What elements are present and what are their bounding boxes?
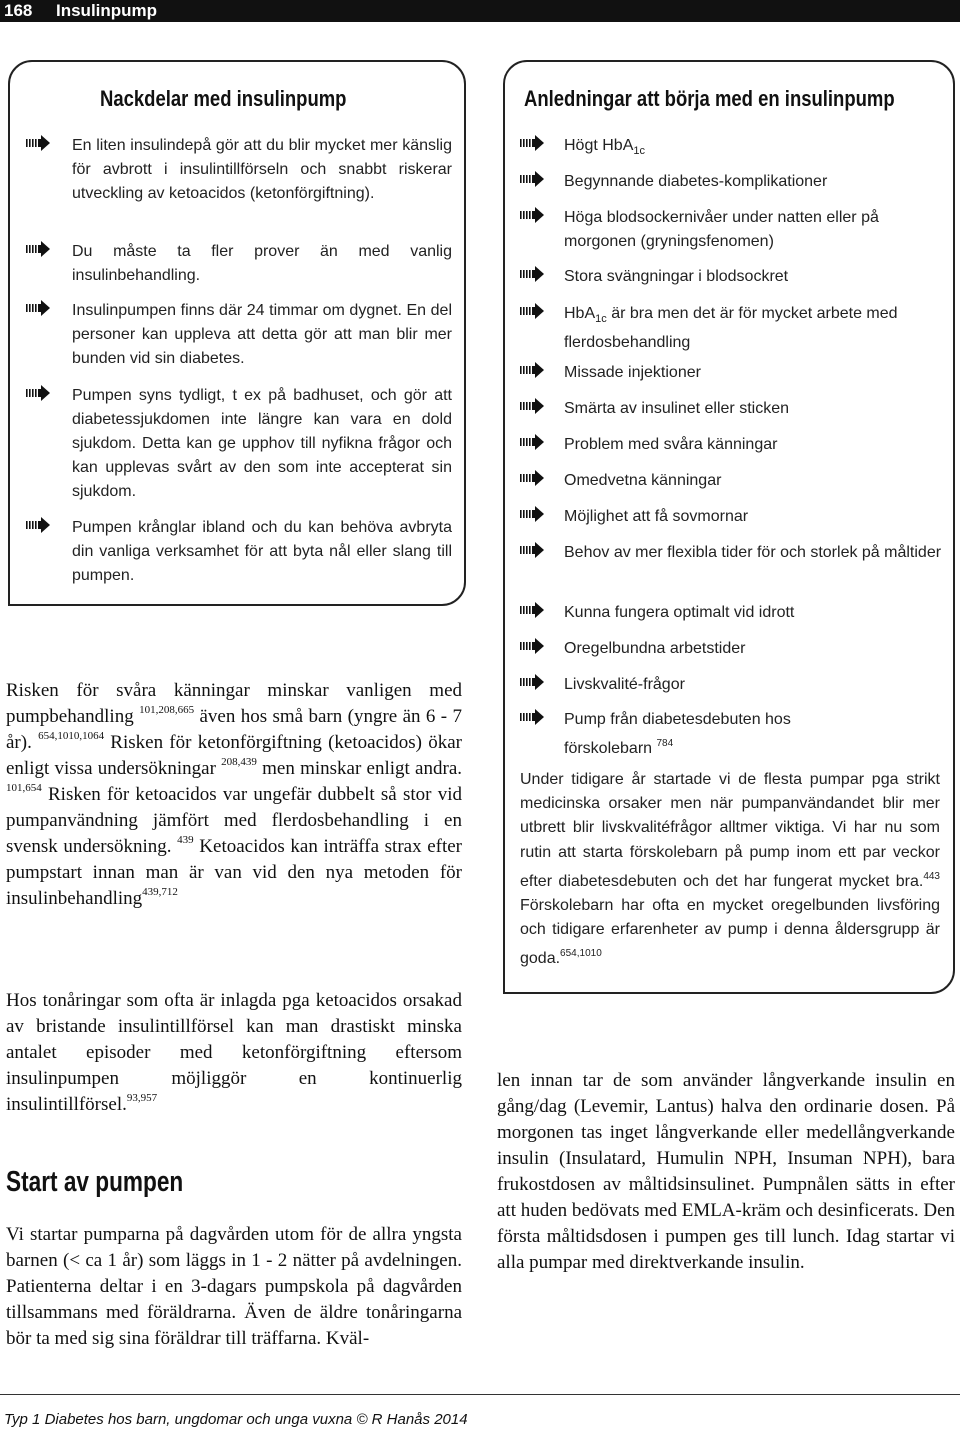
arrow-bullet-icon xyxy=(520,303,544,319)
arrow-bullet-icon xyxy=(520,506,544,522)
running-title: Insulinpump xyxy=(56,1,158,20)
list-item-text: Kunna fungera optimalt vid idrott xyxy=(564,604,795,621)
list-item-text: Missade injektioner xyxy=(564,364,701,381)
list-item-text: Smärta av insulinet eller sticken xyxy=(564,400,789,417)
disadvantages-title: Nackdelar med insulinpump xyxy=(100,86,347,111)
arrow-bullet-icon xyxy=(520,362,544,378)
arrow-bullet-icon xyxy=(520,674,544,690)
arrow-bullet-icon xyxy=(26,135,50,151)
list-item-text: Behov av mer flexibla tider för och storlek på måltider xyxy=(564,544,942,561)
reasons-paragraph: Under tidigare år startade vi de flesta pumpar pga strikt medicinska orsaker men när pumpanvändandet blir mer utbrett blir livskvalitéfrågor alltmer viktiga. Vi har nu som rutin att starta förskolebarn på pump inom ett par veckor efter diabetesdebuten och det har fungerat mycket bra.$^{443}$ Förskolebarn har ofta en mycket oregelbunden livsföring och tidigare erfarenheter av pump i denna åldersgrupp är goda.$^{654,1010}$ xyxy=(520,771,940,968)
list-item-text: Stora svängningar i blodsockret xyxy=(564,268,789,285)
list-item-text: Problem med svåra känningar xyxy=(564,436,778,453)
arrow-bullet-icon xyxy=(520,542,544,558)
list-item-text: Livskvalité-frågor xyxy=(564,676,685,693)
body-paragraph: Vi startar pumparna på dagvården utom för de allra yngsta barnen (< ca 1 år) som läggs in 1 - 2 nätter på avdelningen. Patienterna deltar i en 3-dagars pumpskola på dagvården tillsammans med föräldrarna. Även de äldre tonåringarna bör ta med sig sina föräldrar till träffarna. Kväl- xyxy=(6,1224,462,1349)
arrow-bullet-icon xyxy=(520,470,544,486)
list-item-text: Oregelbundna arbetstider xyxy=(564,640,746,657)
section-heading: Start av pumpen xyxy=(6,1166,184,1198)
reasons-title: Anledningar att börja med en insulinpump xyxy=(524,86,895,111)
footer-divider xyxy=(0,1394,960,1395)
arrow-bullet-icon xyxy=(520,602,544,618)
footer: Typ 1 Diabetes hos barn, ungdomar och unga vuxna © R Hanås 2014 xyxy=(4,1411,468,1428)
list-item-text: Omedvetna känningar xyxy=(564,472,722,489)
body-paragraph: Risken för svåra känningar minskar vanligen med pumpbehandling $^{101,208,665}$ även hos små barn (yngre än 6 - 7 år). $^{654,1010,1064}$ Risken för ketonförgiftning (ketoacidos) ökar enligt vissa undersökningar $^{208,439}$ men minskar enligt andra. $^{101,654}$ Risken för ketoacidos var ungefär dubbelt så stor vid pumpanvändning jämfört med flerdosbehandling i en svensk undersökning. $^{439}$ Ketoacidos kan inträffa strax efter pumpstart innan man är van vid den nya metoden för insulinbehandling$^{439,712}$ xyxy=(6,680,463,909)
list-item-text: Höga blodsockernivåer under natten eller på morgonen (gryningsfenomen) xyxy=(564,209,879,250)
list-item-text: Möjlighet att få sovmornar xyxy=(564,508,749,525)
arrow-bullet-icon xyxy=(520,266,544,282)
body-paragraph: Hos tonåringar som ofta är inlagda pga ketoacidos orsakad av bristande insulintillförsel kan man drastiskt minska antalet episoder med ketonförgiftning eftersom insulinpumpen möjliggör en kontinuerlig insulintillförsel.$^{93,957}$ xyxy=(6,990,462,1115)
list-item-text: Högt HbA$_{1c}$ xyxy=(564,137,645,157)
list-item-text: Pumpen krånglar ibland och du kan behöva avbryta din vanliga verksamhet för att byta nål eller slang till pumpen. xyxy=(72,519,452,584)
page-number: 168 xyxy=(4,1,33,20)
list-item-text: Pumpen syns tydligt, t ex på badhuset, och gör att diabetessjukdomen inte längre kan vara en dold sjukdom. Detta kan ge upphov till nyfikna frågor och kan upplevas svårt av den som inte accepterat sin sjukdom. xyxy=(72,387,452,500)
arrow-bullet-icon xyxy=(26,385,50,401)
arrow-bullet-icon xyxy=(520,434,544,450)
arrow-bullet-icon xyxy=(520,398,544,414)
list-item-text: Du måste ta fler prover än med vanlig insulinbehandling. xyxy=(72,243,452,284)
list-item-text: Begynnande diabetes-komplikationer xyxy=(564,173,828,190)
arrow-bullet-icon xyxy=(520,709,544,725)
list-item-text: HbA$_{1c}$ är bra men det är för mycket arbete med flerdosbehandling xyxy=(564,305,898,351)
arrow-bullet-icon xyxy=(520,171,544,187)
list-item-text: Insulinpumpen finns där 24 timmar om dygnet. En del personer kan uppleva att detta gör att man blir mer bunden vid sin diabetes. xyxy=(72,302,452,367)
body-paragraph: len innan tar de som använder långverkande insulin en gång/dag (Levemir, Lantus) halva den ordinarie dosen. På morgonen tas inget långverkande eller medellångverkande insulin (Insulatard, Humulin NPH, Insuman NPH), bara frukostdosen av måltidsinsulinet. Pumpnålen sätts in efter att huden bedövats med EMLA-kräm och desinficerats. Den första måltidsdosen i pumpen ges till lunch. Idag startar vi alla pumpar med direktverkande insulin. xyxy=(497,1070,955,1273)
list-item-text: En liten insulindepå gör att du blir mycket mer känslig för avbrott i insulintillförseln och snabbt riskerar utveckling av ketoacidos (ketonförgiftning). xyxy=(72,137,452,202)
list-item-text: Pump från diabetesdebuten hos förskolebarn $^{784}$ xyxy=(564,711,791,757)
arrow-bullet-icon xyxy=(26,241,50,257)
arrow-bullet-icon xyxy=(520,135,544,151)
arrow-bullet-icon xyxy=(520,207,544,223)
arrow-bullet-icon xyxy=(520,638,544,654)
arrow-bullet-icon xyxy=(26,300,50,316)
arrow-bullet-icon xyxy=(26,517,50,533)
